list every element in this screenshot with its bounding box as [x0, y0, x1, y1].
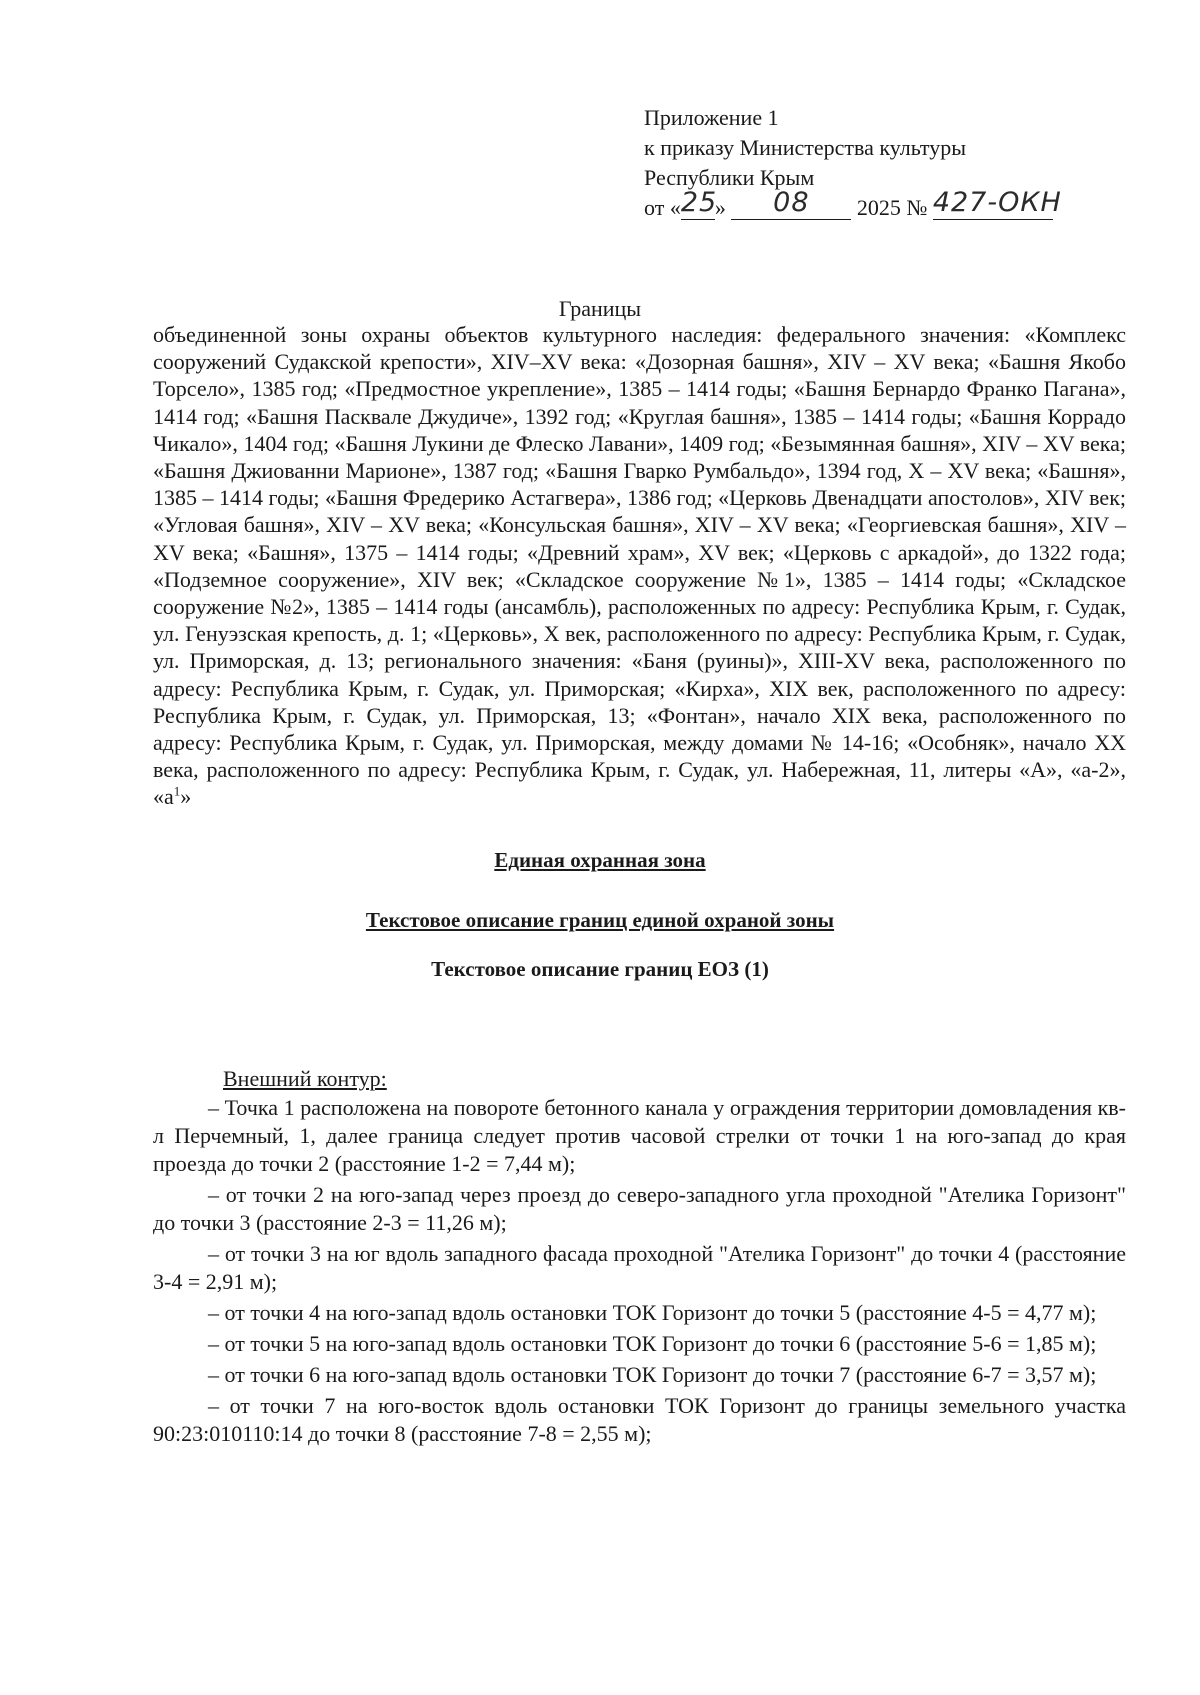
date-prefix: от « — [644, 195, 681, 220]
date-day-field — [680, 187, 718, 220]
order-number: 427-ОКН — [932, 187, 1062, 218]
appendix-order-ref: к приказу Министерства культуры — [644, 135, 967, 160]
heading-eoz-1: Текстовое описание границ ЕОЗ (1) — [431, 957, 769, 981]
document-title: Границы — [558, 296, 642, 321]
heading-text-description: Текстовое описание границ единой охраной зоны — [365, 908, 835, 932]
intro-end: » — [180, 784, 192, 810]
date-month-field — [731, 187, 851, 220]
boundary-point-item: – от точки 5 на юго-запад вдоль остановки ТОК Горизонт до точки 6 (расстояние 5-6 = 1,85 м); — [208, 1331, 1097, 1356]
order-number-field — [932, 187, 1062, 220]
heading-unified-zone: Единая охранная зона — [494, 848, 706, 872]
date-month: 08 — [773, 187, 810, 218]
boundary-description — [153, 1094, 1126, 1451]
outer-contour-label: Внешний контур: — [223, 1066, 387, 1091]
boundary-point-item: – Точка 1 расположена на повороте бетонного канала у ограждения территории домовладения кв-л Перчемный, 1, далее граница следует против часовой стрелки от точки 1 на юго-запад до края проезда до точки 2 (расстояние 1-2 = 7,44 м); — [153, 1095, 1126, 1176]
date-year: 2025 № — [856, 195, 928, 220]
date-day: 25 — [680, 187, 718, 218]
intro-paragraph — [153, 321, 1126, 811]
boundary-point-item: – от точки 7 на юго-восток вдоль остановки ТОК Горизонт до границы земельного участка 90:23:010110:14 до точки 8 (расстояние 7-8 = 2,55 м); — [153, 1393, 1126, 1446]
intro-text: объединенной зоны охраны объектов культурного наследия: федерального значения: «Комплекс сооружений Судакской крепости», XIV–XV века: «Дозорная башня», XIV – XV века; «Башня Якобо Торсело», 1385 год; «Предмостное укрепление», 1385 – 1414 годы; «Башня Бернардо Франко Пагана», 1414 год; «Башня Пасквале Джудиче», 1392 год; «Круглая башня», 1385 – 1414 годы; «Башня Коррадо Чикало», 1404 год; «Башня Лукини де Флеско Лавани», 1409 год; «Безымянная башня», XIV – XV века; «Башня Джиованни Марионе», 1387 год; «Башня Гварко Румбальдо», 1394 год, X – XV века; «Башня», 1385 – 1414 годы; «Башня Фредерико Астагвера», 1386 год; «Церковь Двенадцати апостолов», XIV век; «Угловая башня», XIV – XV века; «Консульская башня», XIV – XV века; «Георгиевская башня», XIV – XV века; «Башня», 1375 – 1414 годы; «Древний храм», XV век; «Церковь с аркадой», до 1322 года; «Подземное сооружение», XIV век; «Складское сооружение №1», 1385 – 1414 годы; «Складское сооружение №2», 1385 – 1414 годы (ансамбль), расположенных по адресу: Республика Крым, г. Судак, ул. Генуэзская крепость, д. 1; «Церковь», X век, расположенного по адресу: Республика Крым, г. Судак, ул. Приморская, д. 13; регионального значения: «Баня (руины)», XIII-XV века, расположенного по адресу: Республика Крым, г. Судак, ул. Приморская; «Кирха», XIX век, расположенного по адресу: Республика Крым, г. Судак, ул. Приморская, 13; «Фонтан», начало XIX века, расположенного по адресу: Республика Крым, г. Судак, ул. Приморская, между домами № 14-16; «Особняк», начало XX века, расположенного по адресу: Республика Крым, г. Судак, ул. Набережная, 11, литеры «А», «а-2», «а — [153, 322, 1126, 810]
appendix-date-line — [644, 187, 1114, 223]
boundary-point-item: – от точки 2 на юго-запад через проезд до северо-западного угла проходной "Ателика Горизонт" до точки 3 (расстояние 2-3 = 11,26 м); — [153, 1182, 1126, 1235]
intro-superscript: 1 — [173, 784, 181, 800]
boundary-point-item: – от точки 3 на юг вдоль западного фасада проходной "Ателика Горизонт" до точки 4 (расстояние 3-4 = 2,91 м); — [153, 1241, 1126, 1294]
appendix-number: Приложение 1 — [644, 105, 779, 130]
appendix-ministry: Республики Крым — [644, 165, 815, 190]
boundary-point-item: – от точки 6 на юго-запад вдоль остановки ТОК Горизонт до точки 7 (расстояние 6-7 = 3,57 м); — [208, 1362, 1097, 1387]
boundary-point-item: – от точки 4 на юго-запад вдоль остановки ТОК Горизонт до точки 5 (расстояние 4-5 = 4,77 м); — [208, 1300, 1097, 1325]
date-mid: » — [714, 195, 726, 220]
appendix-header — [644, 103, 1114, 223]
